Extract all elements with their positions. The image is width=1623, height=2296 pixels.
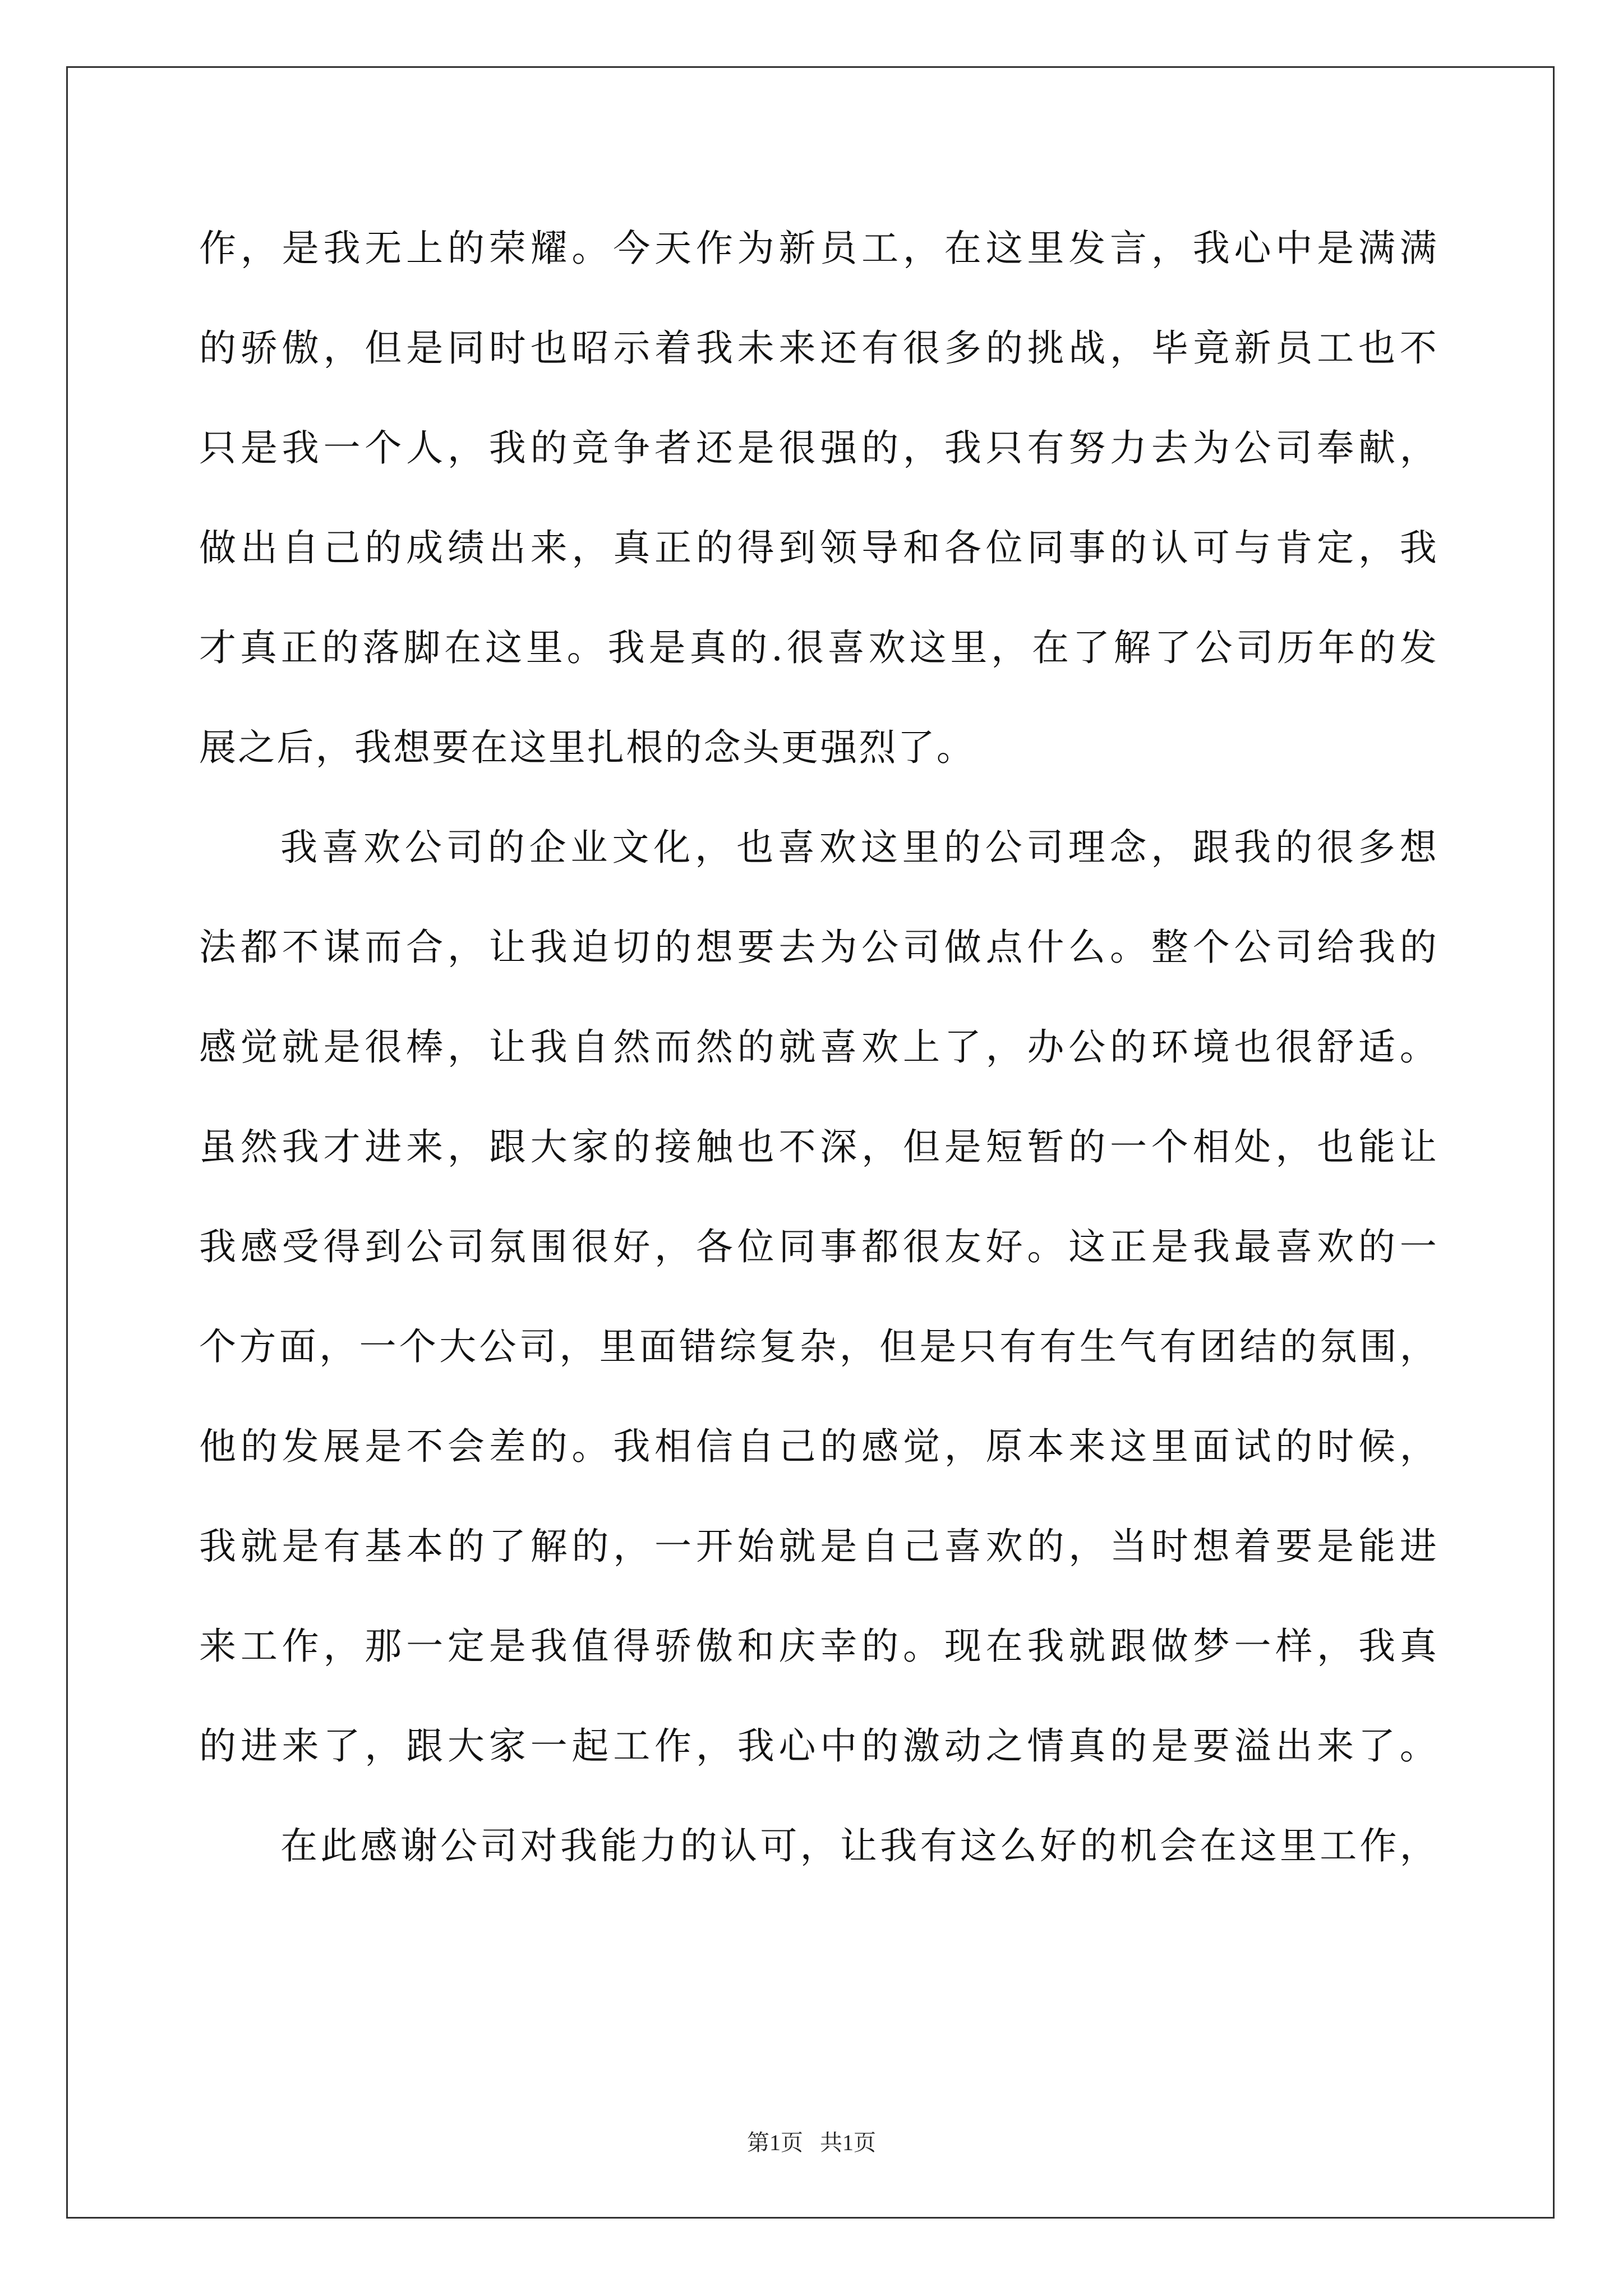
body-line: 他的发展是不会差的。我相信自己的感觉，原本来这里面试的时候， — [199, 1425, 1438, 1468]
body-line: 我就是有基本的了解的，一开始就是自己喜欢的，当时想着要是能进 — [199, 1525, 1438, 1568]
body-line: 个方面，一个大公司，里面错综复杂，但是只有有生气有团结的氛围， — [199, 1325, 1438, 1368]
document-body — [199, 219, 1438, 1916]
body-line: 虽然我才进来，跟大家的接触也不深，但是短暂的一个相处，也能让 — [199, 1125, 1438, 1168]
body-line: 感觉就是很棒，让我自然而然的就喜欢上了，办公的环境也很舒适。 — [199, 1025, 1438, 1069]
paragraph-first-line: 我喜欢公司的企业文化，也喜欢这里的公司理念，跟我的很多想 — [280, 826, 1438, 869]
body-line: 作，是我无上的荣耀。今天作为新员工，在这里发言，我心中是满满 — [199, 227, 1438, 270]
body-line: 的骄傲，但是同时也昭示着我未来还有很多的挑战，毕竟新员工也不 — [199, 326, 1438, 370]
page-number-footer: 第1页 共1页 — [747, 2130, 876, 2155]
body-line: 我感受得到公司氛围很好，各位同事都很友好。这正是我最喜欢的一 — [199, 1225, 1438, 1268]
body-line: 的进来了，跟大家一起工作，我心中的激动之情真的是要溢出来了。 — [199, 1724, 1438, 1768]
paragraph-first-line: 在此感谢公司对我能力的认可，让我有这么好的机会在这里工作， — [280, 1824, 1438, 1867]
body-line: 展之后，我想要在这里扎根的念头更强烈了。 — [199, 726, 975, 769]
body-line: 只是我一个人，我的竞争者还是很强的，我只有努力去为公司奉献， — [199, 426, 1438, 470]
body-line: 来工作，那一定是我值得骄傲和庆幸的。现在我就跟做梦一样，我真 — [199, 1625, 1438, 1668]
body-line: 才真正的落脚在这里。我是真的.很喜欢这里，在了解了公司历年的发 — [199, 626, 1438, 669]
body-line: 法都不谋而合，让我迫切的想要去为公司做点什么。整个公司给我的 — [199, 926, 1438, 969]
body-line: 做出自己的成绩出来，真正的得到领导和各位同事的认可与肯定，我 — [199, 526, 1438, 569]
